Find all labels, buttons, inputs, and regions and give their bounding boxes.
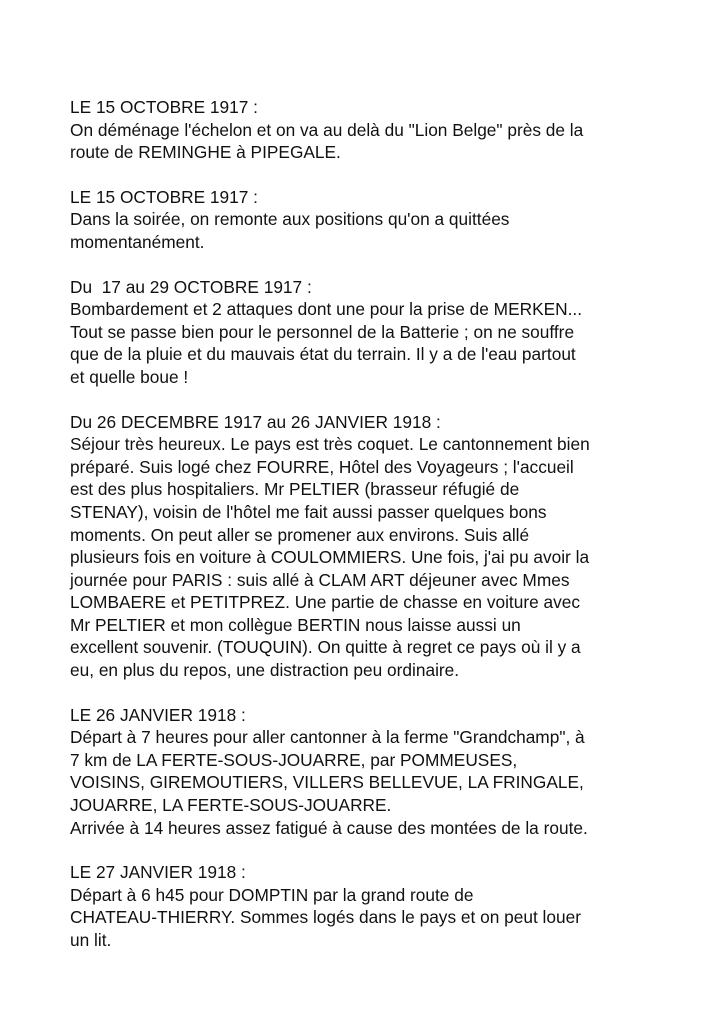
diary-page — [70, 96, 670, 974]
diary-entry — [70, 186, 670, 254]
entry-date: Du 26 DECEMBRE 1917 au 26 JANVIER 1918 : — [70, 411, 441, 432]
entry-text-line: JOUARRE, LA FERTE-SOUS-JOUARRE. — [70, 795, 392, 816]
entry-text-line: VOISINS, GIREMOUTIERS, VILLERS BELLEVUE, LA FRINGALE, — [70, 772, 584, 793]
entry-text-line: est des plus hospitaliers. Mr PELTIER (brasseur réfugié de — [70, 479, 520, 500]
entry-text-line: route de REMINGHE à PIPEGALE. — [70, 142, 341, 163]
diary-entry — [70, 276, 670, 389]
entry-text-line: momentanément. — [70, 231, 205, 252]
diary-entry — [70, 411, 670, 682]
diary-entry — [70, 96, 670, 164]
entry-text-line: CHATEAU-THIERRY. Sommes logés dans le pays et on peut louer — [70, 907, 581, 928]
diary-entry — [70, 704, 670, 840]
entry-text-line: Bombardement et 2 attaques dont une pour la prise de MERKEN... — [70, 299, 583, 320]
entry-text-line: préparé. Suis logé chez FOURRE, Hôtel des Voyageurs ; l'accueil — [70, 456, 574, 477]
entry-text-line: Départ à 7 heures pour aller cantonner à la ferme "Grandchamp", à — [70, 727, 585, 748]
entry-text-line: journée pour PARIS : suis allé à CLAM ART déjeuner avec Mmes — [70, 569, 570, 590]
diary-entry — [70, 861, 670, 951]
entry-text-line: STENAY), voisin de l'hôtel me fait aussi passer quelques bons — [70, 501, 547, 522]
entry-text-line: Arrivée à 14 heures assez fatigué à cause des montées de la route. — [70, 817, 588, 838]
entry-text-line: Tout se passe bien pour le personnel de la Batterie ; on ne souffre — [70, 321, 575, 342]
entry-text-line: excellent souvenir. (TOUQUIN). On quitte à regret ce pays où il y a — [70, 637, 581, 658]
entry-text-line: Dans la soirée, on remonte aux positions qu'on a quittées — [70, 209, 510, 230]
entry-text-line: 7 km de LA FERTE-SOUS-JOUARRE, par POMMEUSES, — [70, 749, 518, 770]
entry-text-line: et quelle boue ! — [70, 366, 189, 387]
entry-date: LE 27 JANVIER 1918 : — [70, 862, 246, 883]
entry-text-line: que de la pluie et du mauvais état du terrain. Il y a de l'eau partout — [70, 344, 576, 365]
entry-date: LE 15 OCTOBRE 1917 : — [70, 97, 258, 117]
entry-text-line: LOMBAERE et PETITPREZ. Une partie de chasse en voiture avec — [70, 592, 581, 613]
entry-text-line: plusieurs fois en voiture à COULOMMIERS. Une fois, j'ai pu avoir la — [70, 547, 590, 568]
entry-date: LE 15 OCTOBRE 1917 : — [70, 186, 258, 207]
entry-text-line: Mr PELTIER et mon collègue BERTIN nous laisse aussi un — [70, 614, 521, 635]
entry-text-line: un lit. — [70, 930, 112, 950]
entry-text-line: eu, en plus du repos, une distraction peu ordinaire. — [70, 660, 460, 681]
entry-text-line: Séjour très heureux. Le pays est très coquet. Le cantonnement bien — [70, 434, 590, 455]
entry-date: Du 17 au 29 OCTOBRE 1917 : — [70, 276, 312, 297]
entry-text-line: moments. On peut aller se promener aux environs. Suis allé — [70, 524, 530, 545]
entry-text-line: On déménage l'échelon et on va au delà du "Lion Belge" près de la — [70, 119, 584, 140]
entry-text-line: Départ à 6 h45 pour DOMPTIN par la grand route de — [70, 884, 474, 905]
entry-date: LE 26 JANVIER 1918 : — [70, 704, 246, 725]
